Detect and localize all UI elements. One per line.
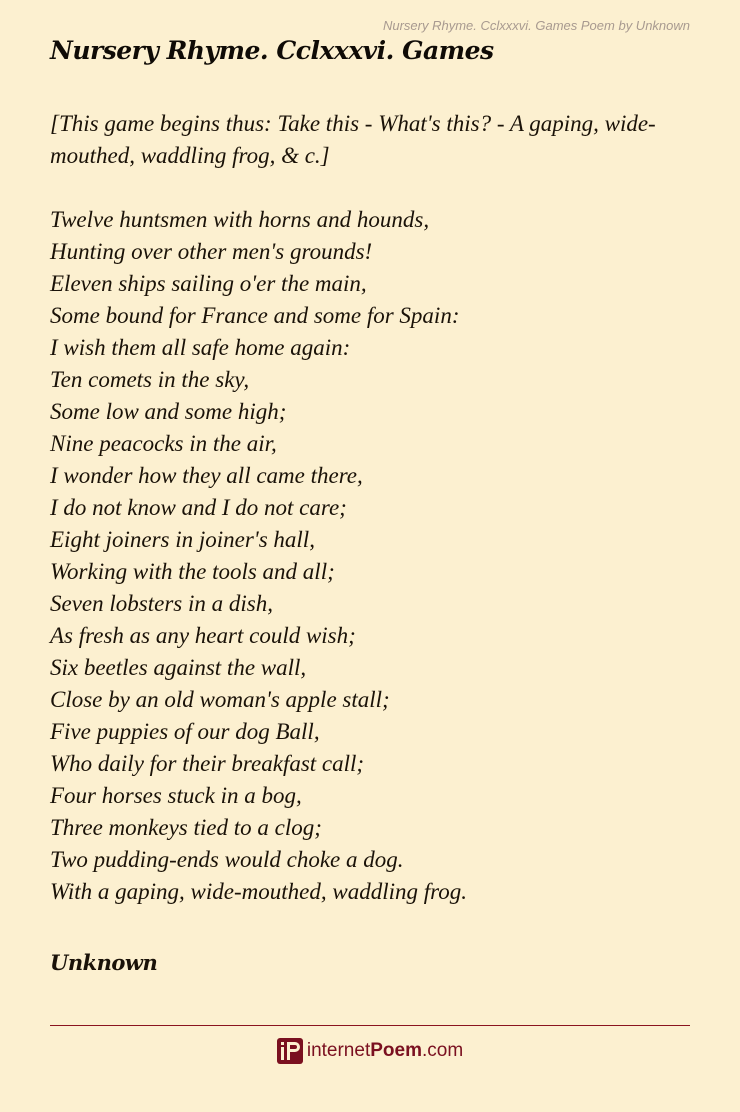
poem-line: Eight joiners in joiner's hall,	[50, 527, 315, 552]
poem-title: Nursery Rhyme. Cclxxxvi. Games	[50, 36, 494, 65]
poem-intro: [This game begins thus: Take this - What's this? - A gaping, wide-mouthed, waddling frog, & c.]	[50, 111, 656, 168]
header-credit: Nursery Rhyme. Cclxxxvi. Games Poem by Unknown	[382, 18, 690, 33]
poem-line: Four horses stuck in a bog,	[50, 783, 302, 808]
poem-line: I wish them all safe home again:	[50, 335, 351, 360]
poem-author: Unknown	[50, 950, 158, 975]
poem-line: I wonder how they all came there,	[50, 463, 363, 488]
poem-line: Who daily for their breakfast call;	[50, 751, 365, 776]
poem-line: Some bound for France and some for Spain:	[50, 303, 460, 328]
footer-divider	[50, 1025, 690, 1026]
poem-line: Nine peacocks in the air,	[50, 431, 277, 456]
poem-line: Three monkeys tied to a clog;	[50, 815, 322, 840]
poem-line: I do not know and I do not care;	[50, 495, 347, 520]
brand-suffix: .com	[421, 1040, 464, 1061]
poem-line: Some low and some high;	[50, 399, 287, 424]
poem-line: Six beetles against the wall,	[50, 655, 307, 680]
poem-line: Working with the tools and all;	[50, 559, 335, 584]
poem-line: Eleven ships sailing o'er the main,	[50, 271, 367, 296]
brand-bold: Poem	[370, 1040, 422, 1061]
poem-line: With a gaping, wide-mouthed, waddling frog.	[50, 879, 467, 904]
poem-body	[50, 204, 695, 908]
poem-line: Five puppies of our dog Ball,	[50, 719, 320, 744]
poem-line: Close by an old woman's apple stall;	[50, 687, 390, 712]
poem-line: Hunting over other men's grounds!	[50, 239, 373, 264]
brand-name	[307, 1040, 463, 1062]
poem-line: Ten comets in the sky,	[50, 367, 250, 392]
poem-line: Seven lobsters in a dish,	[50, 591, 273, 616]
poem-line: As fresh as any heart could wish;	[50, 623, 356, 648]
brand-prefix: internet	[306, 1040, 371, 1061]
ip-logo-icon	[277, 1038, 303, 1064]
poem-line: Twelve huntsmen with horns and hounds,	[50, 207, 430, 232]
poem-line: Two pudding-ends would choke a dog.	[50, 847, 404, 872]
footer-brand-link[interactable]	[0, 1038, 740, 1064]
